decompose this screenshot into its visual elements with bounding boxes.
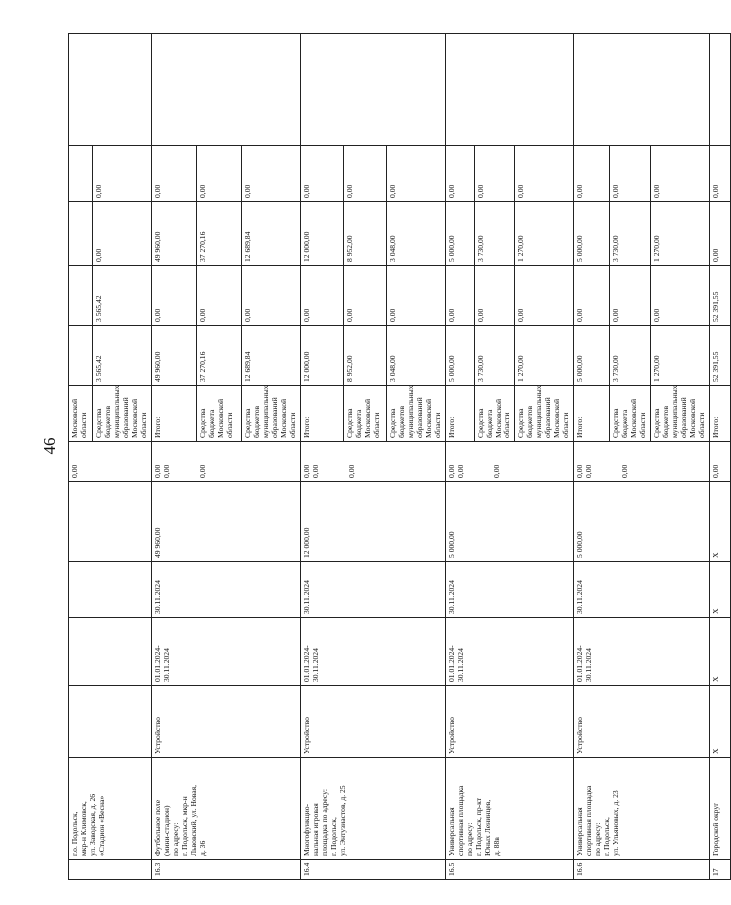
row-number: 16.3 [152,860,301,880]
object-cost: X [709,482,731,562]
amount-year-2: 1 270,00 [515,202,574,266]
amount-total: 5 000,00 [445,326,474,386]
object-cost: 12 000,00 [300,482,445,562]
financed-amount: 0,00 0,00 0,00 [300,442,445,482]
completion-date: 30.11.2024 [152,562,301,618]
amount-total: 3 730,00 [610,326,651,386]
row-number: 17 [709,860,731,880]
amount-year-3: 0,00 [574,146,610,202]
object-name: Универсальная спортивная площадка по адресу: г. Подольск, ул. Ульяновых, д. 23 [574,758,710,860]
amount-total: 5 000,00 [574,326,610,386]
amount-year-2 [69,202,93,266]
rotated-table-frame [68,34,720,880]
work-type: Устройство [300,686,445,758]
remaining-need [152,34,301,146]
remaining-need [300,34,445,146]
funding-source: Итого: [445,386,474,442]
object-name: Городской округ [709,758,731,860]
funding-source: Средства бюджета Московской области [343,386,386,442]
funding-source: Средства бюджета Московской области [474,386,515,442]
object-name: Универсальная спортивная площадка по адресу: г. Подольск, пр-кт Юных Ленинцев, д. 88в [445,758,573,860]
amount-total: 1 270,00 [515,326,574,386]
amount-year-3: 0,00 [515,146,574,202]
amount-year-2: 49 960,00 [152,202,197,266]
amount-year-2: 0,00 [93,202,152,266]
funding-source: Средства бюджета Московской области [610,386,651,442]
work-period: 01.01.2024- 30.11.2024 [152,618,301,686]
amount-total: 3 048,00 [387,326,446,386]
amount-year-3: 0,00 [343,146,386,202]
row-number: 16.5 [445,860,573,880]
amount-year-3: 0,00 [93,146,152,202]
table-row [300,34,343,880]
row-number: 16.4 [300,860,445,880]
amount-total [69,326,93,386]
amount-year-3: 0,00 [242,146,301,202]
object-name: Футбольное поле (мини-стадион) по адресу: г. Подольск, мкр-н Львовский, ул. Новая, д. 36 [152,758,301,860]
table-body [69,34,731,880]
work-period: X [709,618,731,686]
amount-year-1: 0,00 [197,266,242,326]
funding-source: Средства бюджетов муниципальных образований Московской области [387,386,446,442]
amount-year-1: 0,00 [387,266,446,326]
amount-total: 37 270,16 [197,326,242,386]
work-type: Устройство [574,686,710,758]
table-row [445,34,474,880]
object-cost: 5 000,00 [574,482,710,562]
completion-date: X [709,562,731,618]
amount-total: 3 565,42 [93,326,152,386]
remaining-need [709,34,731,146]
amount-year-1: 0,00 [242,266,301,326]
funding-source: Средства бюджета Московской области [197,386,242,442]
row-number [69,860,152,880]
financed-amount: 0,00 [69,442,152,482]
financed-amount: 0,00 0,00 0,00 [445,442,573,482]
object-cost: 49 960,00 [152,482,301,562]
amount-year-3: 0,00 [650,146,709,202]
funding-source: Средства бюджетов муниципальных образований Московской области [93,386,152,442]
amount-year-2: 5 000,00 [445,202,474,266]
amount-year-2: 3 730,00 [474,202,515,266]
completion-date: 30.11.2024 [574,562,710,618]
table-row [574,34,610,880]
amount-year-1: 52 391,55 [709,266,731,326]
table-row [69,34,93,880]
work-period: 01.01.2024- 30.11.2024 [445,618,573,686]
amount-year-3: 0,00 [300,146,343,202]
amount-year-1 [69,266,93,326]
object-cost: 5 000,00 [445,482,573,562]
completion-date [69,562,152,618]
object-name: Многофункцио- нальная игровая площадка по адресу: г. Подольск, ул. Энтузиастов, д. 25 [300,758,445,860]
work-type: Устройство [152,686,301,758]
amount-year-3: 0,00 [152,146,197,202]
amount-year-1: 0,00 [445,266,474,326]
amount-year-2: 5 000,00 [574,202,610,266]
funding-source: Средства бюджетов муниципальных образований Московской области [650,386,709,442]
amount-year-3 [69,146,93,202]
amount-year-1: 0,00 [343,266,386,326]
funding-source: Средства бюджетов муниципальных образований Московской области [242,386,301,442]
rotated-table-area [68,34,720,880]
amount-year-2: 12 000,00 [300,202,343,266]
amount-year-3: 0,00 [610,146,651,202]
funding-source: Московской области [69,386,93,442]
amount-year-2: 1 270,00 [650,202,709,266]
amount-year-1: 0,00 [515,266,574,326]
remaining-need [445,34,573,146]
funding-source: Средства бюджетов муниципальных образований Московской области [515,386,574,442]
amount-year-3: 0,00 [709,146,731,202]
amount-total: 12 000,00 [300,326,343,386]
amount-total: 49 960,00 [152,326,197,386]
amount-year-1: 0,00 [650,266,709,326]
amount-year-1: 0,00 [574,266,610,326]
work-type: X [709,686,731,758]
amount-year-2: 0,00 [709,202,731,266]
row-number: 16.6 [574,860,710,880]
funding-source: Итого: [152,386,197,442]
table-row [152,34,197,880]
amount-year-3: 0,00 [197,146,242,202]
objects-table [68,33,731,880]
funding-source: Итого: [300,386,343,442]
work-type: Устройство [445,686,573,758]
financed-amount: 0,00 [709,442,731,482]
amount-year-1: 3 565,42 [93,266,152,326]
remaining-need [574,34,710,146]
amount-year-2: 37 270,16 [197,202,242,266]
amount-year-1: 0,00 [610,266,651,326]
work-period: 01.01.2024- 30.11.2024 [574,618,710,686]
completion-date: 30.11.2024 [300,562,445,618]
completion-date: 30.11.2024 [445,562,573,618]
amount-year-1: 0,00 [152,266,197,326]
amount-year-3: 0,00 [445,146,474,202]
amount-total: 52 391,55 [709,326,731,386]
amount-total: 1 270,00 [650,326,709,386]
table-row [709,34,731,880]
remaining-need [69,34,152,146]
funding-source: Итого: [709,386,731,442]
amount-year-3: 0,00 [474,146,515,202]
amount-year-1: 0,00 [474,266,515,326]
amount-year-2: 12 689,84 [242,202,301,266]
amount-total: 8 952,00 [343,326,386,386]
financed-amount: 0,00 0,00 0,00 [152,442,301,482]
amount-year-3: 0,00 [387,146,446,202]
work-period: 01.01.2024- 30.11.2024 [300,618,445,686]
amount-year-1: 0,00 [300,266,343,326]
object-cost [69,482,152,562]
amount-total: 12 689,84 [242,326,301,386]
amount-total: 3 730,00 [474,326,515,386]
work-period [69,618,152,686]
work-type [69,686,152,758]
amount-year-2: 3 048,00 [387,202,446,266]
financed-amount: 0,00 0,00 0,00 [574,442,710,482]
page-number: 46 [40,437,59,455]
funding-source: Итого: [574,386,610,442]
amount-year-2: 3 730,00 [610,202,651,266]
object-name: г.о. Подольск, мкр-н Климовск, ул. Заводская, д. 26 «Стадион «Весна» [69,758,152,860]
amount-year-2: 8 952,00 [343,202,386,266]
